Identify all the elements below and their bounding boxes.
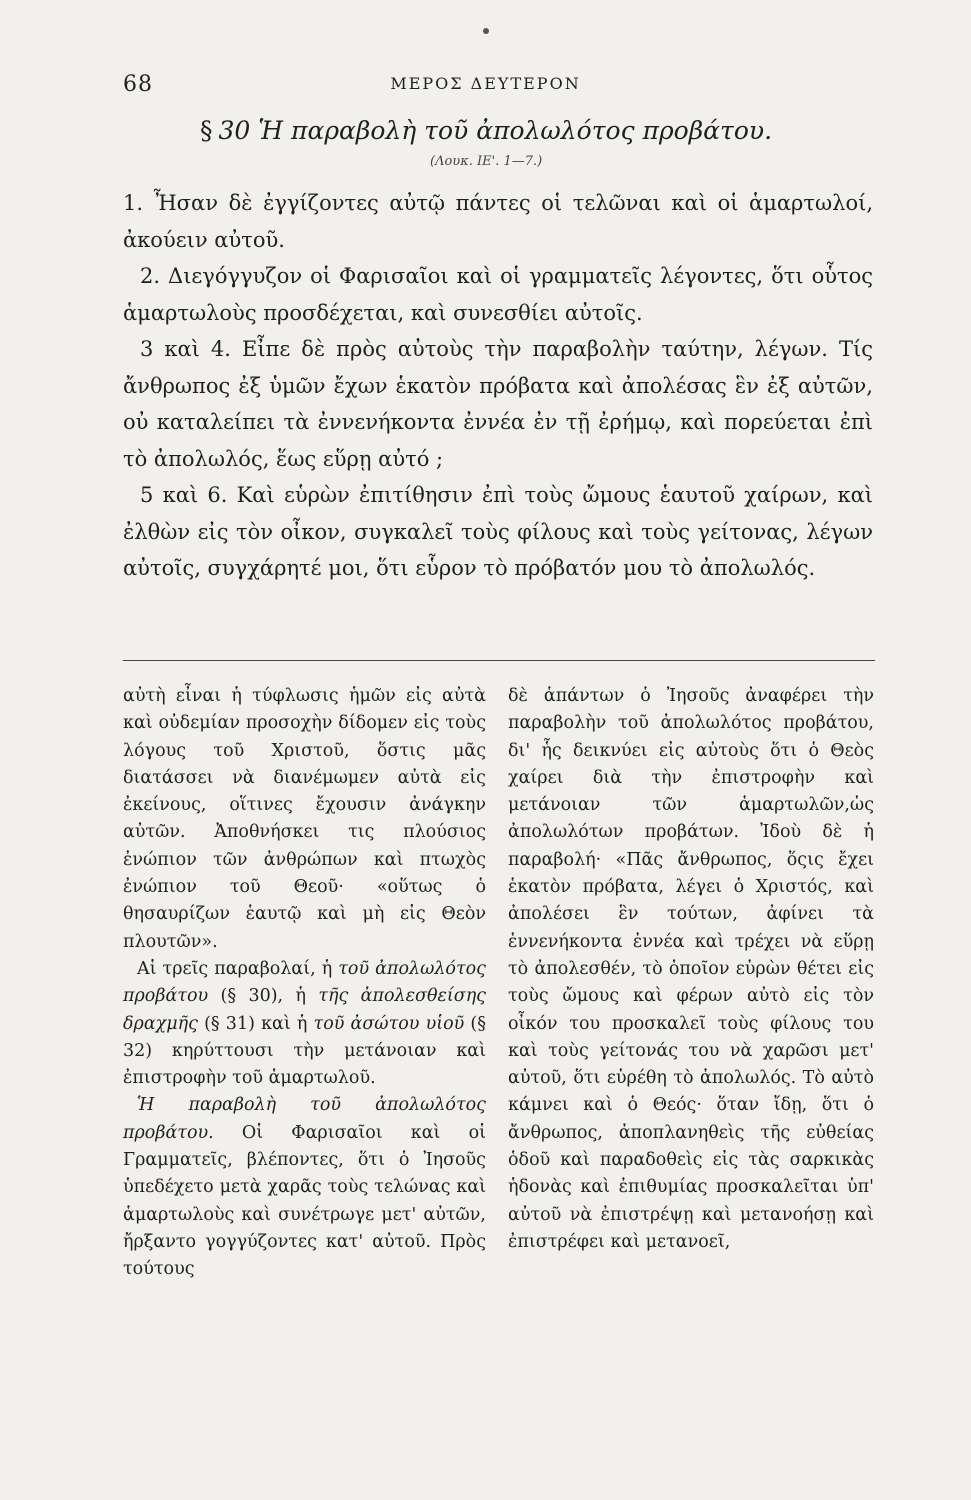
verse-5-6: 5 καὶ 6. Καὶ εὑρὼν ἐπιτίθησιν ἐπὶ τοὺς ὤμους ἑαυτοῦ χαίρων, καὶ ἐλθὼν εἰς τὸν οἶκον, συγκαλεῖ τοὺς φίλους καὶ τοὺς γείτονας, λέγων αὐτοῖς, συγχάρητέ μοι, ὅτι εὗρον τὸ πρόβατόν μου τὸ ἀπολωλός. — [123, 483, 873, 580]
running-head: ΜΕΡΟΣ ΔΕΥΤΕΡΟΝ — [390, 74, 581, 93]
text-run: (§ 31) καὶ ἡ — [197, 1013, 314, 1034]
commentary-paragraph — [123, 1092, 486, 1283]
verse-1: 1. Ἦσαν δὲ ἐγγίζοντες αὐτῷ πάντες οἱ τελῶναι καὶ οἱ ἁμαρτωλοί, ἀκούειν αὐτοῦ. — [123, 191, 873, 252]
verse-3-4: 3 καὶ 4. Εἶπε δὲ πρὸς αὐτοὺς τὴν παραβολὴν ταύτην, λέγων. Τίς ἄνθρωπος ἐξ ὑμῶν ἔχων ἑκατὸν πρόβατα καὶ ἀπολέσας ἓν ἐξ αὐτῶν, οὐ καταλείπει τὰ ἐννενήκοντα ἐννέα ἐν τῇ ἐρήμῳ, καὶ πορεύεται ἐπὶ τὸ ἀπολωλός, ἕως εὕρῃ αὐτό ; — [123, 337, 873, 471]
commentary-right-column — [508, 683, 874, 1256]
text-run: (§ 32) κηρύττουσι τὴν μετάνοιαν καὶ ἐπιστροφὴν τοῦ ἁμαρτωλοῦ. — [123, 1013, 487, 1089]
italic-run: τοῦ ἀσώτου υἱοῦ — [313, 1013, 465, 1034]
italic-run: τοῦ ἀπολωλότος προβάτου — [123, 958, 486, 1007]
commentary-left-column — [123, 683, 486, 1284]
section-title — [200, 116, 772, 145]
commentary-paragraph: δὲ ἁπάντων ὁ Ἰησοῦς ἀναφέρει τὴν παραβολὴν τοῦ ἀπολωλότος προβάτου, δι' ἧς δεικνύει εἰς αὐτοὺς ὅτι ὁ Θεὸς χαίρει διὰ τὴν ἐπιστροφὴν καὶ μετάνοιαν τῶν ἁμαρτωλῶν,ὡς ἀπολωλότων προβάτων. Ἰδοὺ δὲ ἡ παραβολή· «Πᾶς ἄνθρωπος, ὅςις ἔχει ἑκατὸν πρόβατα, λέγει ὁ Χριστός, καὶ ἀπολέσει ἓν τούτων, ἀφίνει τὰ ἐννενήκοντα ἐννέα καὶ τρέχει νὰ εὕρῃ τὸ ἀπολεσθέν, τὸ ὁποῖον εὑρὼν θέτει εἰς τοὺς ὤμους καὶ φέρων αὐτὸ εἰς τὸν οἶκόν του προσκαλεῖ τοὺς φίλους του καὶ τοὺς γείτονάς του νὰ χαρῶσι μετ' αὐτοῦ, ὅτι εὑρέθη τὸ ἀπολωλός. Τὸ αὐτὸ κάμνει καὶ ὁ Θεός· ὅταν ἴδῃ, ὅτι ὁ ἄνθρωπος, ἀποπλανηθεὶς τῆς εὐθείας ὁδοῦ καὶ παραδοθεὶς εἰς τὰς σαρκικὰς ἡδονὰς καὶ ἐπιθυμίας προσκαλεῖται ὑπ' αὐτοῦ νὰ ἐπιστρέψῃ καὶ μετανοήσῃ καὶ ἐπιστρέφει καὶ μετανοεῖ, — [508, 686, 874, 1252]
gospel-text — [123, 185, 873, 587]
ink-speck — [483, 28, 489, 34]
text-run: (§ 30), ἡ — [208, 986, 319, 1007]
scripture-reference: (Λουκ. ΙΕ'. 1—7.) — [430, 154, 543, 169]
italic-run: Ἡ παραβολὴ τοῦ ἀπολωλότος προβάτου. — [123, 1095, 486, 1143]
section-title-text: 30 Ἡ παραβολὴ τοῦ ἀπολωλότος προβάτου. — [218, 116, 773, 145]
verse-2: 2. Διεγόγγυζον οἱ Φαρισαῖοι καὶ οἱ γραμματεῖς λέγοντες, ὅτι οὗτος ἁμαρτωλοὺς προσδέχεται, καὶ συνεσθίει αὐτοῖς. — [123, 264, 873, 325]
italic-run: τῆς ἀπολεσθείσης δραχμῆς — [123, 986, 486, 1034]
page-number: 68 — [123, 72, 153, 97]
commentary-paragraph: αὐτὴ εἶναι ἡ τύφλωσις ἡμῶν εἰς αὐτὰ καὶ οὐδεμίαν προσοχὴν δίδομεν εἰς τοὺς λόγους τοῦ Χριστοῦ, ὅστις μᾶς διατάσσει νὰ διανέμωμεν αὐτὰ εἰς ἐκείνους, οἵτινες ἔχουσιν ἀνάγκην αὐτῶν. Ἀποθνήσκει τις πλούσιος ἐνώπιον τῶν ἀνθρώπων καὶ πτωχὸς ἐνώπιον τοῦ Θεοῦ· «οὕτως ὁ θησαυρίζων ἑαυτῷ καὶ μὴ εἰς Θεὸν πλουτῶν». — [123, 686, 486, 952]
text-run: Αἱ τρεῖς παραβολαί, ἡ — [137, 958, 339, 979]
section-sign: § — [200, 116, 213, 145]
commentary-paragraph — [123, 956, 486, 1092]
divider-rule — [123, 660, 875, 661]
text-run: Οἱ Φαρισαῖοι καὶ οἱ Γραμματεῖς, βλέποντες, ὅτι ὁ Ἰησοῦς ὑπεδέχετο μετὰ χαρᾶς τοὺς τελώνας καὶ ἁμαρτωλοὺς καὶ συνέτρωγε μετ' αὐτῶν, ἤρξαντο γογγύζοντες κατ' αὐτοῦ. Πρὸς τούτους — [123, 1122, 486, 1280]
